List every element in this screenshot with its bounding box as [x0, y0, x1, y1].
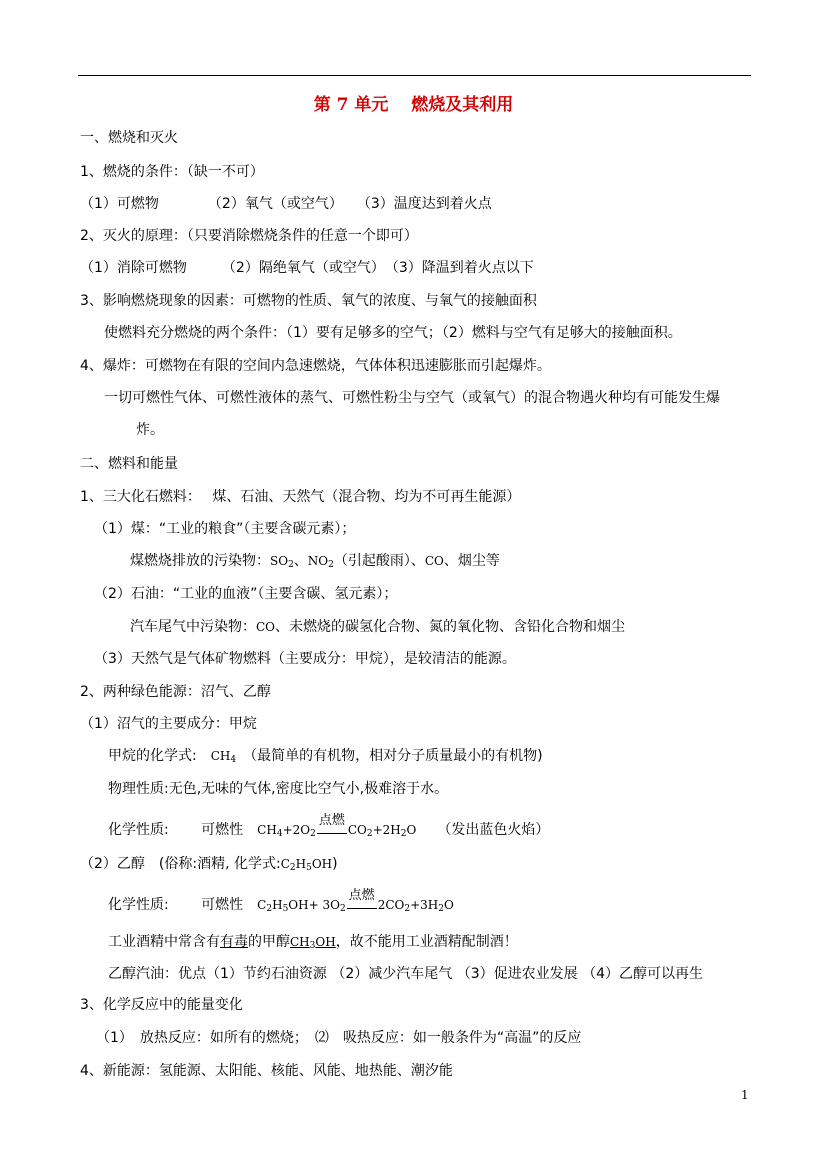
text-line: 1、三大化石燃料： 煤、石油、天然气（混合物、均为不可再生能源）: [80, 489, 521, 505]
text-line: 物理性质:无色,无味的气体,密度比空气小,极难溶于水。: [108, 781, 449, 797]
pollutants-coal-line: 煤燃烧排放的污染物：$SO_2$、$NO_2$（引起酸雨）、CO、烟尘等: [130, 553, 500, 570]
text-line: 2、两种绿色能源：沼气、乙醇: [80, 684, 271, 700]
reaction-condition: 点燃: [347, 899, 377, 909]
methanol-warning-line: 工业酒精中常含有有毒的甲醇$CH_3OH$，故不能用工业酒精配制酒！: [108, 934, 518, 951]
text-line: 炸。: [136, 422, 164, 438]
formula-so2: $SO_2$: [270, 554, 294, 570]
formula-ch4: $CH_4$: [210, 749, 237, 765]
pollutants-car-line: 汽车尾气中污染物：CO、未燃烧的碳氢化合物、氮的氧化物、含铅化合物和烟尘: [130, 619, 626, 635]
page-title: 第 7 单元 燃烧及其利用: [313, 95, 514, 115]
text-line: 1、燃烧的条件：（缺一不可）: [80, 164, 264, 180]
formula-ch3oh: $CH_3OH$: [290, 935, 336, 951]
reaction-condition: 点燃: [317, 824, 347, 834]
text-line: （1） 放热反应：如所有的燃烧； ⑵ 吸热反应：如一般条件为“高温”的反应: [96, 1030, 582, 1046]
text-line: （1）可燃物 （2）氧气（或空气） （3）温度达到着火点: [80, 196, 492, 212]
text-line: 4、新能源：氢能源、太阳能、核能、风能、地热能、潮汐能: [80, 1063, 453, 1079]
formula-no2: $NO_2$: [307, 554, 334, 570]
text-line: （1）沼气的主要成分：甲烷: [80, 716, 257, 732]
text-line: 一切可燃性气体、可燃性液体的蒸气、可燃性粉尘与空气（或氧气）的混合物遇火种均有可能发生爆: [104, 390, 720, 406]
text-line: （3）天然气是气体矿物燃料（主要成分：甲烷），是较清洁的能源。: [94, 651, 516, 667]
section-heading-1: 一、燃烧和灭火: [80, 130, 178, 146]
products: $CO_2+2H_2O$: [347, 823, 417, 839]
text-line: 使燃料充分燃烧的两个条件：（1）要有足够多的空气；（2）燃料与空气有足够大的接触面积。: [104, 325, 682, 341]
reactants: $CH_4+2O_2$: [257, 823, 316, 839]
ethanol-equation-line: 化学性质: 可燃性 $C_2H_5OH+ 3O_2$ 点燃 $2CO_2+3H_2O$: [108, 888, 454, 914]
methane-equation-line: 化学性质: 可燃性 $CH_4+2O_2$ 点燃 $CO_2+2H_2O$ （发出蓝色火焰）: [108, 813, 550, 839]
header-rule: [78, 75, 751, 76]
text-line: 乙醇汽油：优点（1）节约石油资源 （2）减少汽车尾气 （3）促进农业发展 （4）乙醇可以再生: [108, 966, 703, 982]
formula-co: CO: [424, 554, 444, 568]
text-line: （2）石油：“工业的血液”（主要含碳、氢元素）；: [94, 586, 398, 602]
ethanol-line: （2）乙醇 (俗称:酒精, 化学式$:C_2H_5OH$): [80, 856, 338, 873]
products: $2CO_2+3H_2O$: [377, 898, 454, 914]
text-line: （1）煤：“工业的粮食”（主要含碳元素）；: [94, 521, 356, 537]
page-number: 1: [741, 1088, 749, 1102]
reactants: $C_2H_5OH+ 3O_2$: [257, 898, 346, 914]
text-line: （1）消除可燃物 （2）隔绝氧气（或空气） （3）降温到着火点以下: [80, 260, 534, 276]
text-line: 2、灭火的原理：（只要消除燃烧条件的任意一个即可）: [80, 228, 418, 244]
text-line: 4、爆炸：可燃物在有限的空间内急速燃烧，气体体积迅速膨胀而引起爆炸。: [80, 358, 551, 374]
formula-co: CO: [256, 620, 276, 634]
section-heading-2: 二、燃料和能量: [80, 456, 178, 472]
formula-c2h5oh: $C_2H_5OH$: [280, 857, 333, 873]
methane-formula-line: 甲烷的化学式: $CH_4$ （最简单的有机物，相对分子质量最小的有机物): [108, 748, 543, 765]
text-line: 3、影响燃烧现象的因素：可燃物的性质、氧气的浓度、与氧气的接触面积: [80, 293, 537, 309]
text-line: 3、化学反应中的能量变化: [80, 997, 243, 1013]
